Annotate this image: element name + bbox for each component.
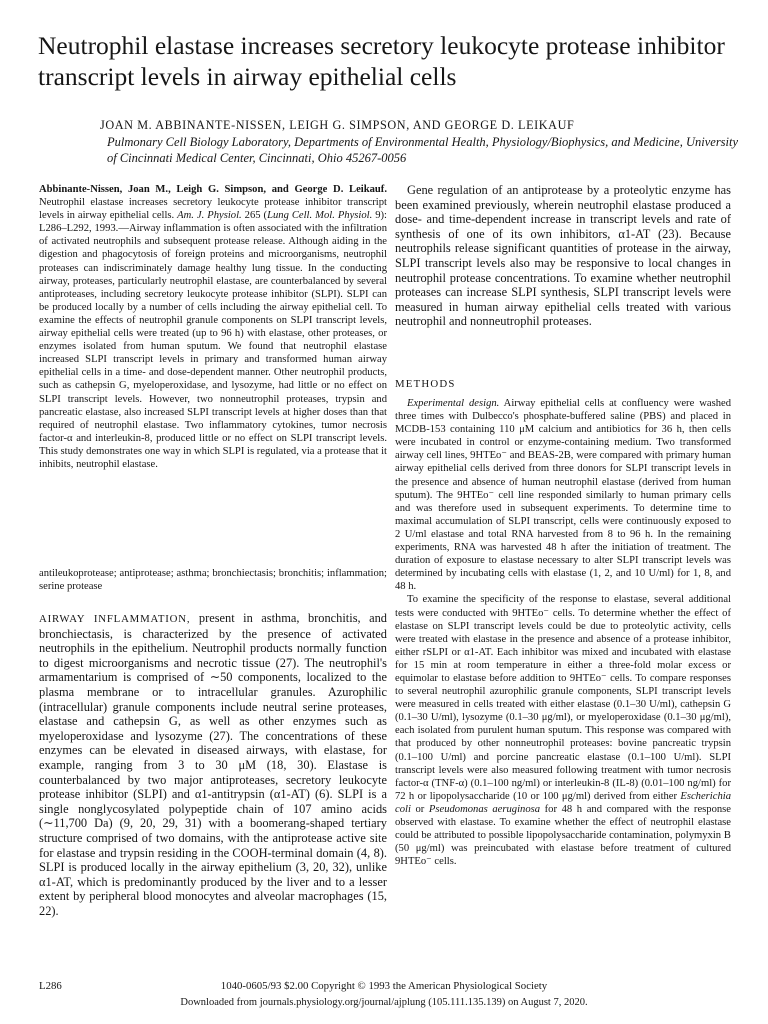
- download-note: Downloaded from journals.physiology.org/journal/ajplung (105.111.135.139) on August 7, 2020.: [180, 997, 588, 1008]
- page-number: L286: [39, 980, 62, 992]
- species-p-aeruginosa: Pseudomonas aeruginosa: [428, 803, 541, 815]
- author-list: JOAN M. ABBINANTE-NISSEN, LEIGH G. SIMPSON, AND GEORGE D. LEIKAUF: [100, 118, 575, 132]
- abstract-volume: 265 (: [241, 210, 268, 222]
- methods-paragraph-2: [395, 593, 731, 868]
- species-e-coli: Escherichia coli: [395, 790, 731, 815]
- abstract-body: —Airway inflammation is often associated with the infiltration of activated neutrophils and subsequent protease release. Although aiding in the digestion and phagocytosis of foreign proteins and microorganisms, neutrophil proteases can indiscriminately damage healthy lung tissue. In the conducting airway, proteases, particularly neutrophil elastase, are counterbalanced by several antiproteases, including secretory leukocyte protease inhibitor (SLPI). SLPI can be produced locally by a number of cells including the airway epithelial cell. To examine the effects of neutrophil granule components on SLPI transcript levels, airway epithelial cells were treated (up to 96 h) with elastase, other proteases, or enzymes isolated from human sputum. We found that neutrophil elastase increased SLPI transcript levels in primary and transformed human airway epithelial cells in a time- and dose-dependent manner. Other neutrophil products, such as cathepsin G, myeloperoxidase, and lysozyme, had little or no effect on SLPI transcript levels. However, two nonneutrophil proteases, trypsin and pancreatic elastase, also increased SLPI transcript levels at higher doses than that required of neutrophil elastase. Two inflammatory cytokines, tumor necrosis factor-α and interleukin-8, produced little or no effect on SLPI transcript levels. This study demonstrates one way in which SLPI is regulated, via a protease that it inhibits, neutrophil elastase.: [39, 223, 388, 470]
- introduction-text: [39, 611, 387, 918]
- abstract-title: Neutrophil elastase increases secretory leukocyte protease inhibitor transcript levels in airway epithelial cells.: [39, 197, 387, 222]
- methods-paragraph-2-part-b: or: [410, 803, 429, 815]
- intro-continuation: Gene regulation of an antiprotease by a proteolytic enzyme has been examined previously, wherein neutrophil elastase produced a dose- and time-dependent increase in transcript levels and rate of synthesis of one of its own inhibitors, α1-AT (23). Because neutrophils release significant quantities of protease in the airway, SLPI transcript levels also may be responsive to local changes in neutrophil protease concentrations. To examine whether neutrophil proteases can increase SLPI synthesis, SLPI transcript levels were measured in human airway epithelial cells treated with various neutrophil and nonneutrophil proteases.: [395, 183, 731, 329]
- abstract-pages: 9): L286–L292, 1993.: [39, 210, 388, 235]
- keywords: antileukoprotease; antiprotease; asthma; bronchiectasis; bronchitis; inflammation; serine protease: [39, 568, 387, 593]
- methods-paragraph-2-part-c: for 48 h and compared with the response observed with elastase. To examine whether the effect of neutrophil elastase could be attributed to possible lipopolysaccharide contamination, polymyxin B (50 μg/ml) was preincubated with elastase before treatment of cultured 9HTEo⁻ cells.: [395, 803, 731, 868]
- methods-paragraph-1: [395, 397, 731, 593]
- methods-heading: METHODS: [395, 378, 456, 390]
- abstract-authors: Abbinante-Nissen, Joan M., Leigh G. Simpson, and George D. Leikauf.: [39, 184, 387, 195]
- affiliation: Pulmonary Cell Biology Laboratory, Departments of Environmental Health, Physiology/Biophysics, and Medicine, University of Cincinnati Medical Center, Cincinnati, Ohio 45267-0056: [107, 135, 739, 165]
- introduction-heading: AIRWAY INFLAMMATION,: [39, 613, 191, 625]
- abstract-journal-section: Lung Cell. Mol. Physiol.: [267, 210, 373, 222]
- methods-paragraph-2-part-a: To examine the specificity of the response to elastase, several additional tests were conducted with 9HTEo⁻ cells. To determine whether the effect of elastase on SLPI transcript levels could be due to proteolytic activity, cells were treated with elastase in the presence and absence of a protease inhibitor, either rSLPI or α1-AT. Each inhibitor was mixed and incubated with elastase for 15 min at room temperature in either a three-fold molar excess or equimolar to elastase before addition to 9HTEo⁻ cells. To compare responses to several neutrophil azurophilic granule components, SLPI transcript levels were measured in cells treated with either elastase (0.1–30 U/ml), cathepsin G (0.1–30 U/ml), lysozyme (0.1–30 μg/ml), or myeloperoxidase (0.1–30 μg/ml), each isolated from purulent human sputum. This response was compared with that produced by other nonneutrophil proteases: bovine pancreatic trypsin (0.1–100 U/ml) and porcine pancreatic elastase (0.1–100 U/ml). SLPI transcript levels were also measured following treatment with tumor necrosis factor-α (TNF-α) (0.1–100 ng/ml) or interleukin-8 (IL-8) (0.01–100 ng/ml) for 72 h or lipopolysaccharide (10 or 100 μg/ml) derived from either: [395, 594, 731, 802]
- introduction-body: present in asthma, bronchitis, and bronchiectasis, is characterized by the presence of activated neutrophils in the epithelium. Neutrophil products normally function to digest microorganisms and necrotic tissue (27). The neutrophil's armamentarium is comprised of ∼50 components, localized to the plasma membrane or to intracellular granules. Azurophilic (intracellular) granule components include neutral serine proteases, elastase and cathepsin G, as well as other enzymes such as myeloperoxidase and lysozyme (27). The concentrations of these enzymes can be elevated in diseased airways, with elastase, for example, ranging from 3 to 30 μM (18, 30). Elastase is counterbalanced by two major antiproteases, secretory leukocyte protease inhibitor (SLPI) and α1-antitrypsin (α1-AT) (6). SLPI is a single nonglycosylated polypeptide chain of 107 amino acids (∼11,700 Da) (9, 20, 29, 31) with a boomerang-shaped tertiary structure comprised of two domains, with the antiprotease active site for elastase and trypsin residing in the COOH-terminal domain (4, 8). SLPI is produced locally in the airway epithelium (3, 20, 32), unlike α1-AT, which is predominantly produced by the liver and to a lesser extent by peripheral blood monocytes and alveolar macrophages (15, 22).: [39, 611, 387, 918]
- experimental-design-lead: Experimental design.: [407, 398, 500, 409]
- copyright-line: 1040-0605/93 $2.00 Copyright © 1993 the American Physiological Society: [220, 980, 548, 992]
- article-title: Neutrophil elastase increases secretory leukocyte protease inhibitor transcript levels in airway epithelial cells: [38, 31, 725, 91]
- methods-paragraph-1-body: Airway epithelial cells at confluency were washed three times with Dulbecco's phosphate-buffered saline (PBS) and placed in MCDB-153 containing 110 μM calcium and antibiotics for 36 h, then cells were incubated in control or enzyme-containing medium. Two transformed airway cell lines, 9HTEo⁻ and BEAS-2B, were compared with primary human airway epithelial cells derived from three donors for SLPI transcript levels in the presence and absence of human neutrophil elastase (derived from human sputum). The 9HTEo⁻ cell line responded similarly to human primary cells and was therefore used in subsequent experiments. To determine time to maximal accumulation of SLPI transcript, cells were continuously exposed to 2 U/ml elastase and total RNA harvested from 8 to 96 h. In the remaining experiments, RNA was harvested 48 h after the initiation of treatment. The duration of exposure to elastase necessary to alter SLPI transcript levels was determined by incubating cells with elastase (1, 2, and 10 U/ml) for 1, 8, and 48 h.: [395, 398, 731, 593]
- methods-section: [395, 397, 731, 868]
- abstract-journal: Am. J. Physiol.: [177, 210, 242, 222]
- abstract: [39, 183, 387, 471]
